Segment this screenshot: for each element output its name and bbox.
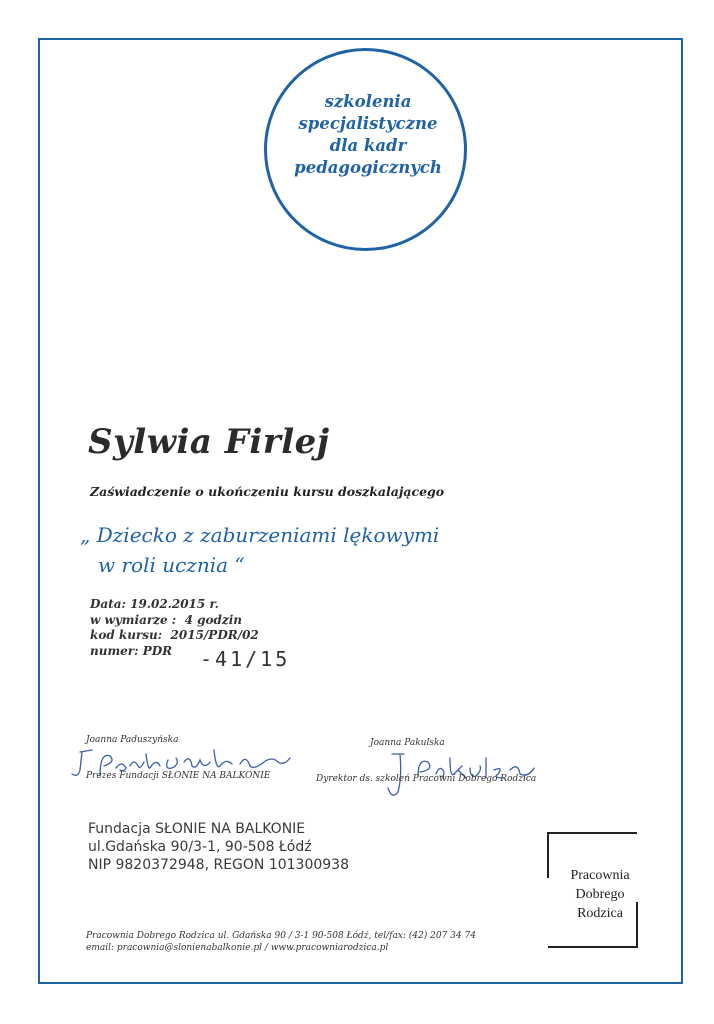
foundation-stamp (88, 820, 349, 874)
course-title (80, 520, 600, 580)
logo-line: szkolenia (324, 92, 412, 111)
footer-address: Pracownia Dobrego Rodzica ul. Gdańska 90 / 3-1 90-508 Łódź, tel/fax: (42) 207 34 74 (86, 931, 476, 941)
stamped-certificate-number: -41/15 (200, 647, 291, 671)
course-title-line: „ Dziecko z zaburzeniami lękowymi (80, 523, 440, 547)
stamp-line: NIP 9820372948, REGON 101300938 (88, 857, 349, 873)
stamp-line: Fundacja SŁONIE NA BALKONIE (88, 821, 306, 837)
right-signatory-role: Dyrektor ds. szkoleń Pracowni Dobrego Rodzica (316, 774, 537, 784)
brand-logo-line: Dobrego (575, 887, 625, 902)
course-date: Data: 19.02.2015 r. (90, 597, 219, 611)
course-title-line: w roli ucznia “ (98, 553, 245, 577)
stamp-line: ul.Gdańska 90/3-1, 90-508 Łódź (88, 839, 312, 855)
certificate-subtitle: Zaświadczenie o ukończeniu kursu doszkalającego (90, 484, 445, 499)
pracownia-logo-text (556, 866, 644, 923)
logo-line: pedagogicznych (294, 158, 442, 177)
footer-contact: email: pracownia@slonienabalkonie.pl / www.pracowniarodzica.pl (86, 943, 389, 953)
brand-logo-line: Rodzica (577, 906, 623, 921)
certificate-number-label: numer: PDR (90, 643, 173, 658)
contact-footer (86, 930, 476, 954)
left-signatory-role: Prezes Fundacji SŁONIE NA BALKONIE (86, 771, 271, 781)
training-logo-text (283, 91, 453, 179)
logo-line: dla kadr (329, 136, 407, 155)
course-code: kod kursu: 2015/PDR/02 (90, 628, 259, 642)
left-signatory-name: Joanna Paduszyńska (86, 735, 179, 745)
logo-line: specjalistyczne (298, 114, 438, 133)
recipient-name: Sylwia Firlej (88, 422, 330, 462)
course-duration: w wymiarze : 4 godzin (90, 612, 242, 627)
right-signatory-name: Joanna Pakulska (370, 738, 445, 748)
brand-logo-line: Pracownia (570, 868, 630, 883)
